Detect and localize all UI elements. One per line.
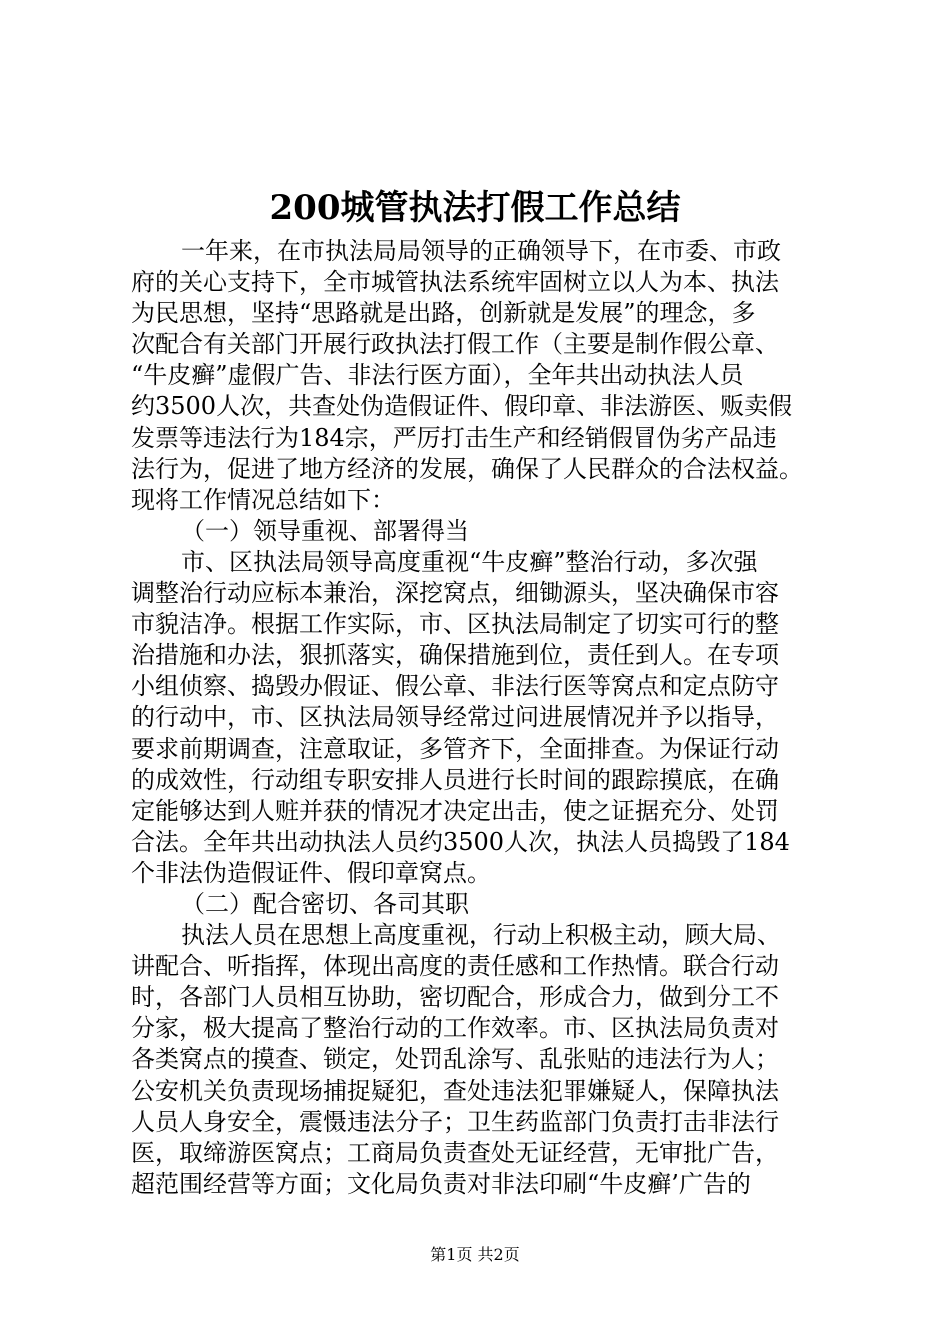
page-number-footer: 第1页 共2页 [430,1245,520,1264]
body-line: 医，取缔游医窝点；工商局负责查处无证经营，无审批广告， [131,1138,779,1167]
section-heading-2: （二）配合密切、各司其职 [181,889,469,918]
body-line: 小组侦察、捣毁办假证、假公章、非法行医等窝点和定点防守 [131,672,779,701]
body-line: 个非法伪造假证件、假印章窝点。 [131,858,491,887]
body-line: 约3500人次，共查处伪造假证件、假印章、非法游医、贩卖假 [131,392,793,421]
body-line: 一年来，在市执法局局领导的正确领导下，在市委、市政 [181,237,781,265]
body-line: 讲配合、听指挥，体现出高度的责任感和工作热情。联合行动 [131,952,779,981]
body-line: 各类窝点的摸查、锁定，处罚乱涂写、乱张贴的违法行为人； [131,1045,779,1074]
body-line: 发票等违法行为184宗，严厉打击生产和经销假冒伪劣产品违 [131,423,777,452]
body-line: 次配合有关部门开展行政执法打假工作（主要是制作假公章、 [131,330,779,359]
body-line: 要求前期调查，注意取证，多管齐下，全面排查。为保证行动 [131,734,779,763]
body-line: 调整治行动应标本兼治，深挖窝点，细锄源头，坚决确保市容 [131,579,779,608]
body-line: 分家，极大提高了整治行动的工作效率。市、区执法局负责对 [131,1014,779,1043]
body-line: 法行为，促进了地方经济的发展，确保了人民群众的合法权益。 [131,454,803,483]
body-line: 的行动中，市、区执法局领导经常过问进展情况并予以指导， [131,703,779,732]
body-line: 定能够达到人赃并获的情况才决定出击，使之证据充分、处罚 [131,796,779,825]
body-line: 治措施和办法，狠抓落实，确保措施到位，责任到人。在专项 [131,641,779,670]
body-line: 市、区执法局领导高度重视“牛皮癣”整治行动，多次强 [181,547,758,576]
body-line: 时，各部门人员相互协助，密切配合，形成合力，做到分工不 [131,983,779,1012]
body-line: 超范围经营等方面；文化局负责对非法印刷“牛皮癣’广告的 [131,1169,751,1198]
body-line: 府的关心支持下，全市城管执法系统牢固树立以人为本、执法 [131,268,779,297]
body-line: 执法人员在思想上高度重视，行动上积极主动，顾大局、 [181,921,781,950]
body-line: 人员人身安全，震慑违法分子；卫生药监部门负责打击非法行 [131,1107,779,1136]
section-heading-1: （一）领导重视、部署得当 [181,516,469,545]
document-title: 200城管执法打假工作总结 [269,188,681,228]
document-body [131,236,831,1200]
body-line: “牛皮癣”虚假广告、非法行医方面），全年共出动执法人员 [131,361,744,390]
body-line: 为民思想，坚持“思路就是出路，创新就是发展”的理念，多 [131,299,756,328]
body-line: 的成效性，行动组专职安排人员进行长时间的跟踪摸底，在确 [131,765,779,794]
body-line: 现将工作情况总结如下： [131,485,395,514]
body-line: 公安机关负责现场捕捉疑犯，查处违法犯罪嫌疑人，保障执法 [131,1076,779,1105]
body-line: 市貌洁净。根据工作实际，市、区执法局制定了切实可行的整 [131,610,779,639]
body-line: 合法。全年共出动执法人员约3500人次，执法人员捣毁了184 [131,827,790,856]
